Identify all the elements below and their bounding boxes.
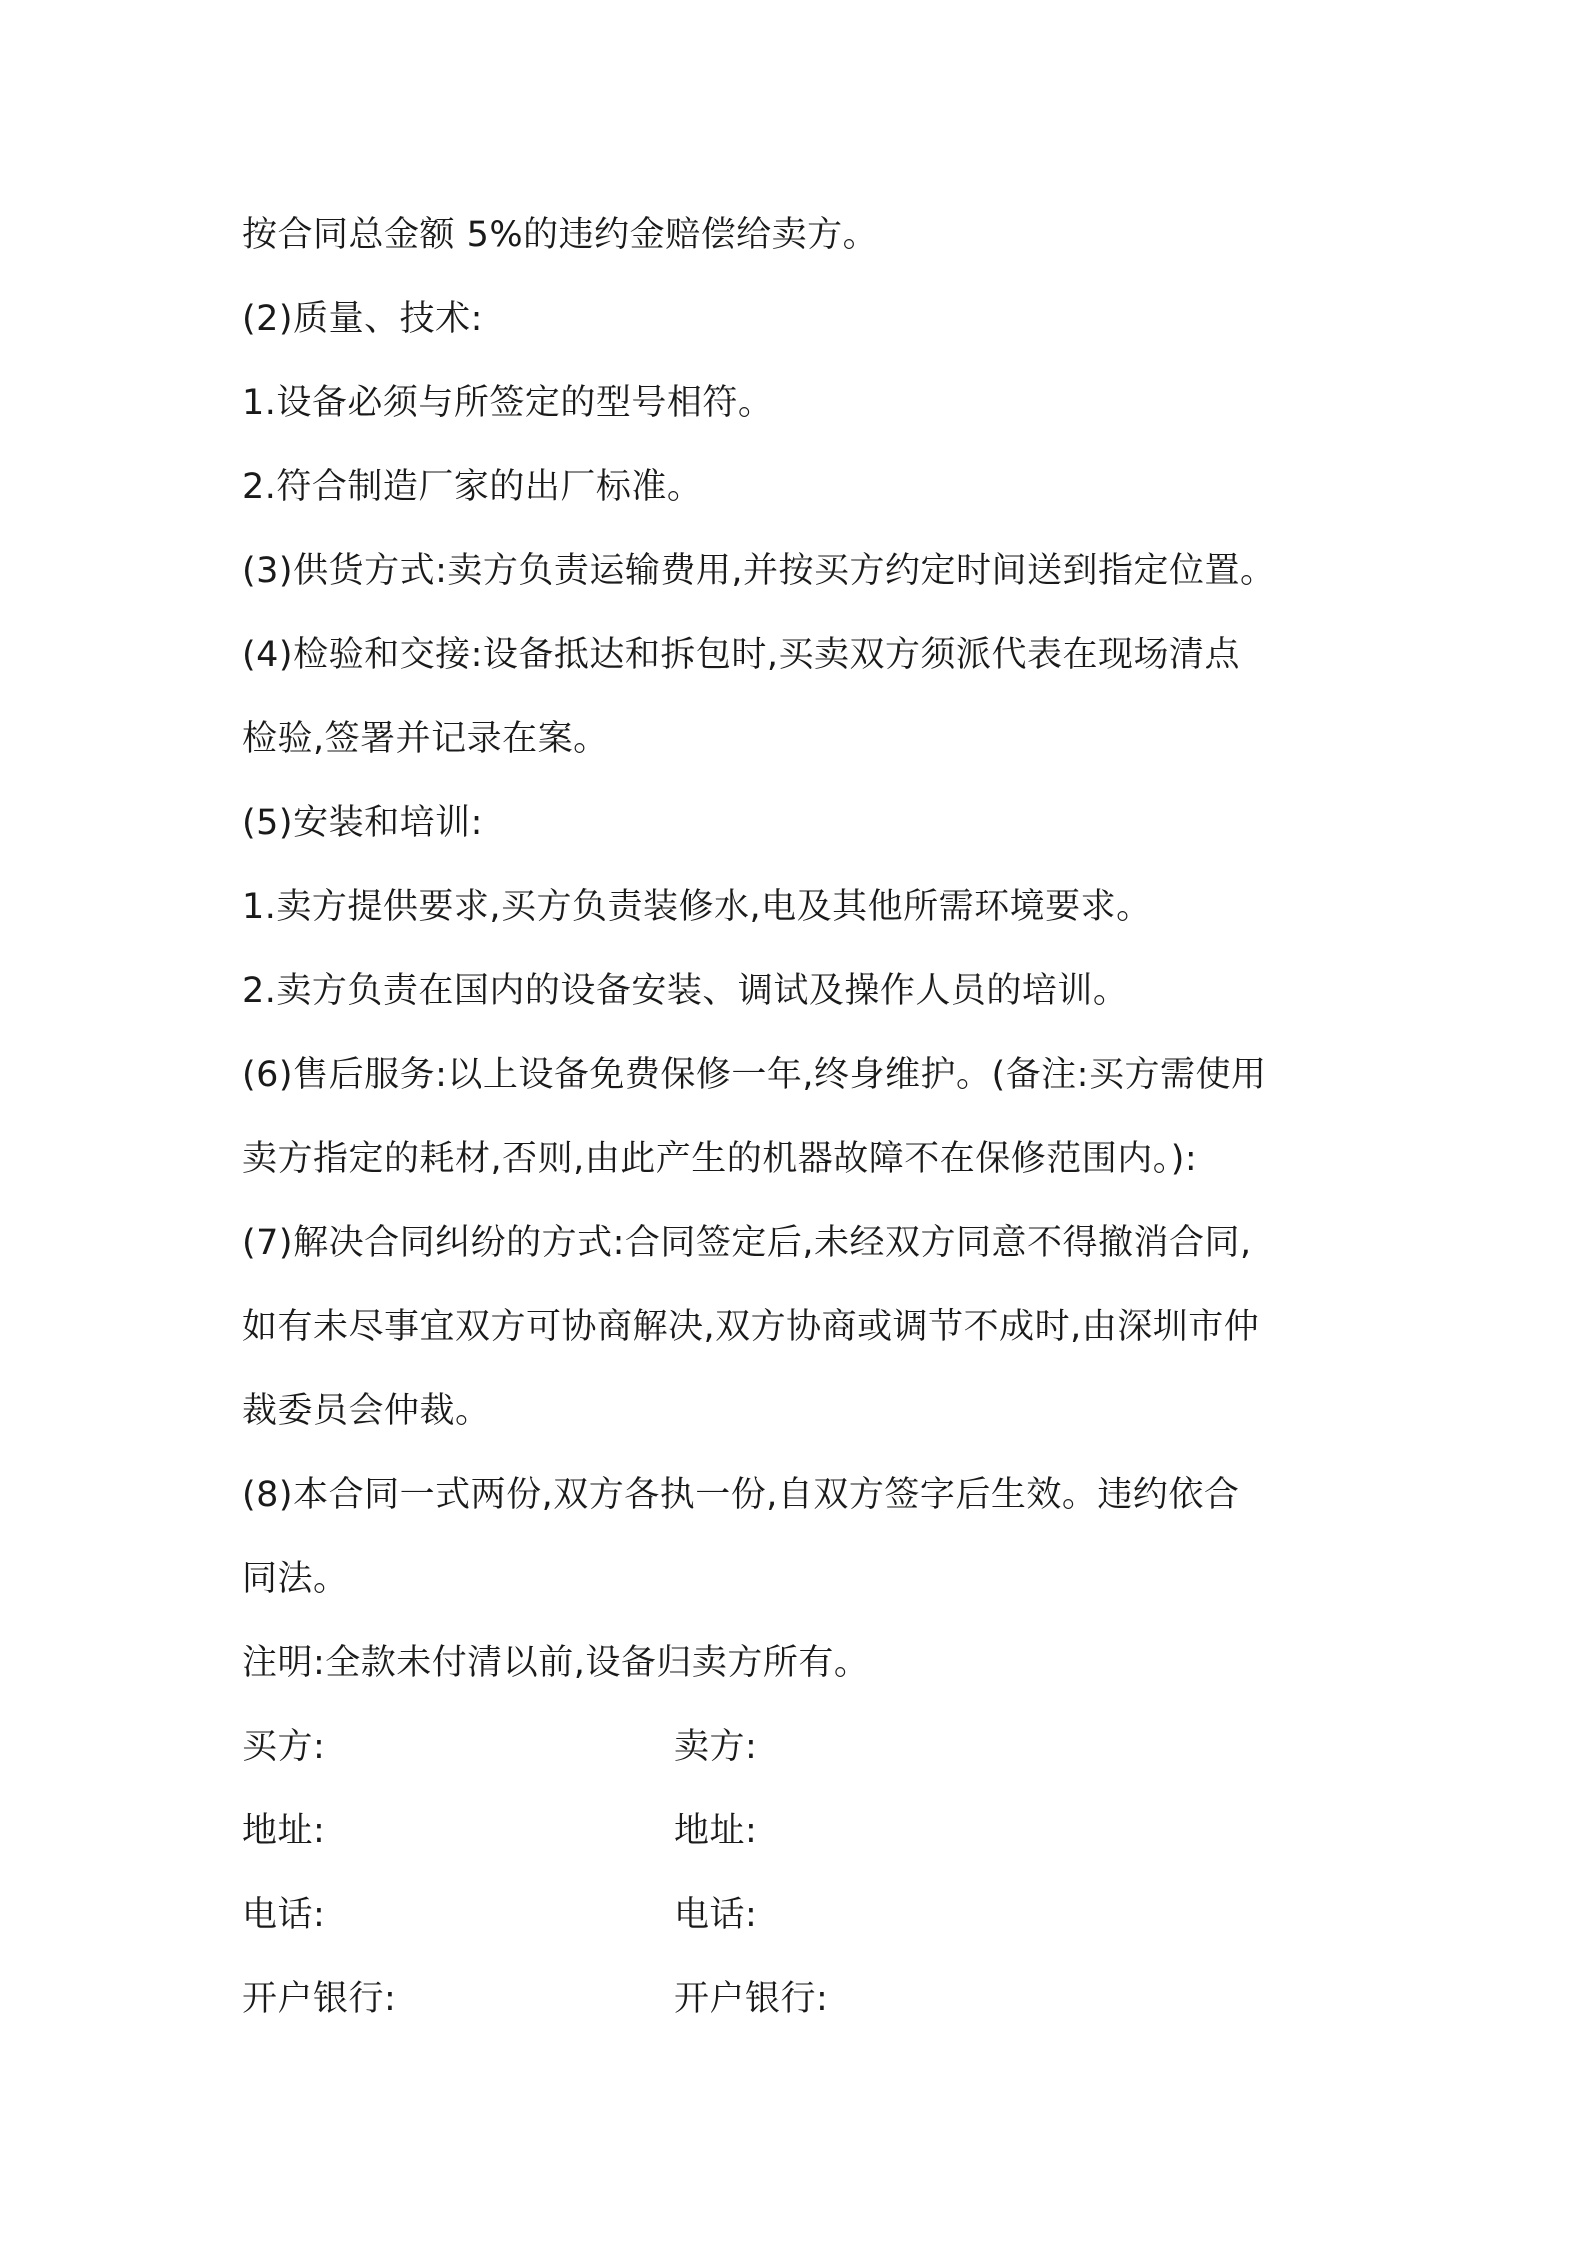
- buyer-phone-label: 电话:: [242, 1895, 326, 1935]
- buyer-label: 买方:: [242, 1727, 326, 1767]
- section-inspection: (4)检验和交接:设备抵达和拆包时,买卖双方须派代表在现场清点: [242, 635, 1240, 675]
- paragraph-line: 卖方指定的耗材,否则,由此产生的机器故障不在保修范围内。):: [242, 1139, 1198, 1179]
- signature-row-bank: [242, 1957, 1372, 2041]
- section-dispute: (7)解决合同纠纷的方式:合同签定后,未经双方同意不得撤消合同,: [242, 1223, 1252, 1263]
- paragraph-line: 裁委员会仲裁。: [242, 1391, 491, 1431]
- signature-row-party: [242, 1705, 1372, 1789]
- section-copies: (8)本合同一式两份,双方各执一份,自双方签字后生效。违约依合: [242, 1475, 1240, 1515]
- seller-bank-label: 开户银行:: [674, 1979, 829, 2019]
- buyer-address-label: 地址:: [242, 1811, 326, 1851]
- signature-row-address: [242, 1789, 1372, 1873]
- signature-row-phone: [242, 1873, 1372, 1957]
- paragraph-line: 1.卖方提供要求,买方负责装修水,电及其他所需环境要求。: [242, 887, 1152, 927]
- buyer-bank-label: 开户银行:: [242, 1979, 397, 2019]
- paragraph-line: 2.符合制造厂家的出厂标准。: [242, 467, 703, 507]
- paragraph-line: 2.卖方负责在国内的设备安装、调试及操作人员的培训。: [242, 971, 1129, 1011]
- contract-body: [242, 193, 1372, 2041]
- seller-address-label: 地址:: [674, 1811, 758, 1851]
- seller-label: 卖方:: [674, 1727, 758, 1767]
- paragraph-line: 1.设备必须与所签定的型号相符。: [242, 383, 774, 423]
- section-installation-heading: (5)安装和培训:: [242, 803, 483, 843]
- paragraph-line: 如有未尽事宜双方可协商解决,双方协商或调节不成时,由深圳市仲: [242, 1307, 1260, 1347]
- paragraph-line: 检验,签署并记录在案。: [242, 719, 609, 759]
- note-line: 注明:全款未付清以前,设备归卖方所有。: [242, 1643, 870, 1683]
- paragraph-line: 按合同总金额 5%的违约金赔偿给卖方。: [242, 215, 879, 255]
- section-quality-heading: (2)质量、技术:: [242, 299, 483, 339]
- paragraph-line: 同法。: [242, 1559, 349, 1599]
- seller-phone-label: 电话:: [674, 1895, 758, 1935]
- section-delivery: (3)供货方式:卖方负责运输费用,并按买方约定时间送到指定位置。: [242, 551, 1276, 591]
- section-after-sales: (6)售后服务:以上设备免费保修一年,终身维护。(备注:买方需使用: [242, 1055, 1267, 1095]
